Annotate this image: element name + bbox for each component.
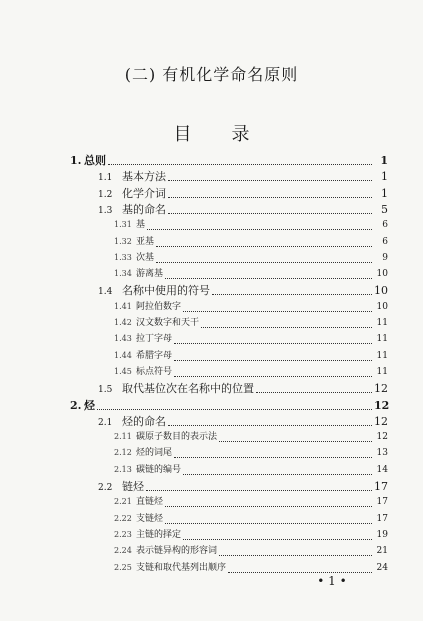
toc-entry-page: 17: [376, 513, 388, 524]
toc-entry-page: 12: [374, 414, 388, 428]
toc-entry-page: 11: [376, 350, 388, 361]
toc-entry: [70, 201, 388, 217]
toc-entry: [70, 282, 388, 298]
toc-entry-number: 1.2: [98, 189, 113, 200]
toc-entry-number: 2.12: [114, 448, 132, 458]
leader-dots: [168, 188, 372, 198]
toc-entry-number: 2.23: [114, 529, 132, 539]
toc-entry-label: 碳链的编号: [136, 464, 182, 475]
toc-entry: [70, 168, 388, 184]
toc-entry-page: 21: [376, 546, 388, 557]
leader-dots: [256, 383, 372, 393]
leader-dots: [183, 302, 372, 312]
leader-dots: [228, 563, 372, 573]
toc-entry-page: 19: [376, 529, 388, 540]
toc-entry-number: 1.31: [114, 220, 132, 230]
toc-entry-number: 1.: [70, 154, 82, 167]
toc-entry-label: 链烃: [122, 480, 144, 493]
toc-entry-label: 直链烃: [136, 497, 164, 508]
toc-entry-page: 10: [374, 284, 388, 298]
toc-entry-number: 2.1: [98, 417, 113, 428]
toc-entry-label: 阿拉伯数字: [136, 301, 182, 312]
leader-dots: [168, 416, 372, 426]
toc-entry-label: 次基: [136, 252, 155, 263]
toc-entry-number: 1.4: [98, 287, 113, 298]
toc-entry-number: 1.44: [114, 350, 132, 360]
toc-entry-number: 2.: [70, 398, 82, 412]
toc-entry-label: 烃: [84, 398, 95, 412]
toc-entry: [70, 429, 388, 445]
toc-entry-page: 17: [374, 480, 388, 493]
page-number: • 1 •: [317, 574, 347, 588]
toc-entry: [70, 299, 388, 315]
toc-entry-label: 希腊字母: [136, 350, 173, 361]
toc-entry: [70, 315, 388, 331]
leader-dots: [174, 334, 372, 344]
toc-entry: [70, 413, 388, 429]
toc-entry-label: 总则: [84, 154, 106, 167]
toc-entry-page: 12: [376, 432, 388, 443]
leader-dots: [108, 155, 372, 165]
leader-dots: [146, 481, 372, 491]
toc-entry-label: 拉丁字母: [136, 334, 173, 345]
toc-entry-number: 1.34: [114, 269, 132, 279]
toc-entry-number: 2.21: [114, 497, 132, 507]
toc-entry: [70, 331, 388, 347]
toc-entry-number: 2.25: [114, 562, 132, 572]
toc-entry-label: 汉文数字和天干: [136, 318, 200, 328]
toc-entry-number: 2.13: [114, 464, 132, 474]
toc-entry-page: 1: [380, 154, 388, 167]
toc-entry-number: 2.11: [114, 432, 132, 442]
toc-entry-label: 名称中使用的符号: [122, 284, 210, 298]
toc-entry-number: 1.5: [98, 385, 113, 396]
leader-dots: [183, 465, 372, 475]
leader-dots: [165, 269, 372, 279]
leader-dots: [212, 285, 372, 295]
toc-entry-page: 10: [376, 269, 388, 280]
toc-entry: [70, 527, 388, 543]
toc-entry: [70, 250, 388, 266]
toc-entry-label: 烃的命名: [122, 414, 166, 428]
toc-entry-number: 2.2: [98, 483, 113, 493]
leader-dots: [219, 432, 372, 442]
toc-entry-label: 取代基位次在名称中的位置: [122, 382, 254, 396]
toc-entry-label: 化学介词: [122, 186, 166, 200]
toc-entry-label: 标点符号: [136, 366, 173, 377]
toc-entry: [70, 217, 388, 233]
toc-entry-page: 13: [376, 448, 388, 459]
toc-entry: [70, 234, 388, 250]
toc-entry: [70, 478, 388, 494]
leader-dots: [97, 400, 372, 410]
toc-entry-page: 1: [381, 170, 388, 184]
leader-dots: [201, 318, 372, 328]
leader-dots: [174, 367, 372, 377]
toc-entry: [70, 266, 388, 282]
leader-dots: [165, 514, 372, 524]
toc-entry-page: 11: [376, 334, 388, 345]
toc-entry: [70, 185, 388, 201]
leader-dots: [174, 351, 372, 361]
toc-entry-label: 支链烃: [136, 513, 164, 524]
leader-dots: [183, 530, 372, 540]
toc-entry-label: 亚基: [136, 236, 155, 247]
toc-entry-label: 基的命名: [122, 202, 166, 216]
toc-entry-number: 1.43: [114, 334, 132, 344]
toc-entry-number: 1.45: [114, 366, 132, 376]
leader-dots: [219, 546, 372, 556]
leader-dots: [147, 220, 372, 230]
toc-entry-page: 10: [376, 301, 388, 312]
toc-entry-number: 1.1: [98, 173, 113, 184]
leader-dots: [156, 253, 372, 263]
leader-dots: [156, 237, 372, 247]
toc-entry-label: 游离基: [136, 269, 164, 280]
toc-entry-page: 5: [381, 202, 388, 216]
toc-entry: [70, 445, 388, 461]
toc-entry-page: 1: [381, 186, 388, 200]
toc-entry-number: 1.3: [98, 205, 113, 216]
toc-entry-label: 主链的择定: [136, 529, 182, 540]
toc-entry-page: 9: [382, 252, 388, 263]
toc-entry-number: 1.32: [114, 236, 132, 246]
toc-entry: [70, 494, 388, 510]
leader-dots: [174, 448, 372, 458]
toc-entry-page: 12: [374, 398, 390, 412]
toc-entry-page: 12: [374, 382, 388, 396]
toc-entry-page: 11: [376, 366, 388, 377]
toc-entry-number: 2.24: [114, 546, 132, 556]
toc-entry: [70, 397, 388, 413]
toc-entry-number: 1.41: [114, 301, 132, 311]
toc-entry-page: 14: [376, 464, 388, 475]
toc-entry: [70, 511, 388, 527]
leader-dots: [168, 171, 372, 181]
toc-entry: [70, 380, 388, 396]
toc-entry-label: 碳原子数目的表示法: [136, 432, 218, 443]
toc-entry-page: 11: [376, 318, 388, 328]
toc-entry: [70, 543, 388, 559]
toc-heading: 目录: [173, 124, 290, 145]
toc-entry: [70, 462, 388, 478]
toc-entry-page: 6: [382, 220, 388, 231]
toc-entry-page: 6: [382, 236, 388, 247]
toc-entry-number: 1.33: [114, 252, 132, 262]
leader-dots: [165, 497, 372, 507]
toc-entry-number: 1.42: [114, 318, 132, 327]
toc-entry-page: 24: [376, 562, 388, 573]
document-title: (二) 有机化学命名原则: [124, 65, 299, 84]
toc-entry-label: 基本方法: [122, 170, 166, 184]
toc-entry-label: 表示链异构的形容词: [136, 546, 218, 557]
toc-entry: [70, 152, 388, 168]
toc-entry-page: 17: [376, 497, 388, 508]
toc-entry-number: 2.22: [114, 513, 132, 523]
leader-dots: [168, 204, 372, 214]
toc-entry-label: 基: [136, 220, 146, 231]
toc-entry: [70, 364, 388, 380]
toc-entry: [70, 348, 388, 364]
toc-entry-label: 支链和取代基列出顺序: [136, 562, 227, 573]
toc-entry-label: 烃的词尾: [136, 448, 173, 459]
